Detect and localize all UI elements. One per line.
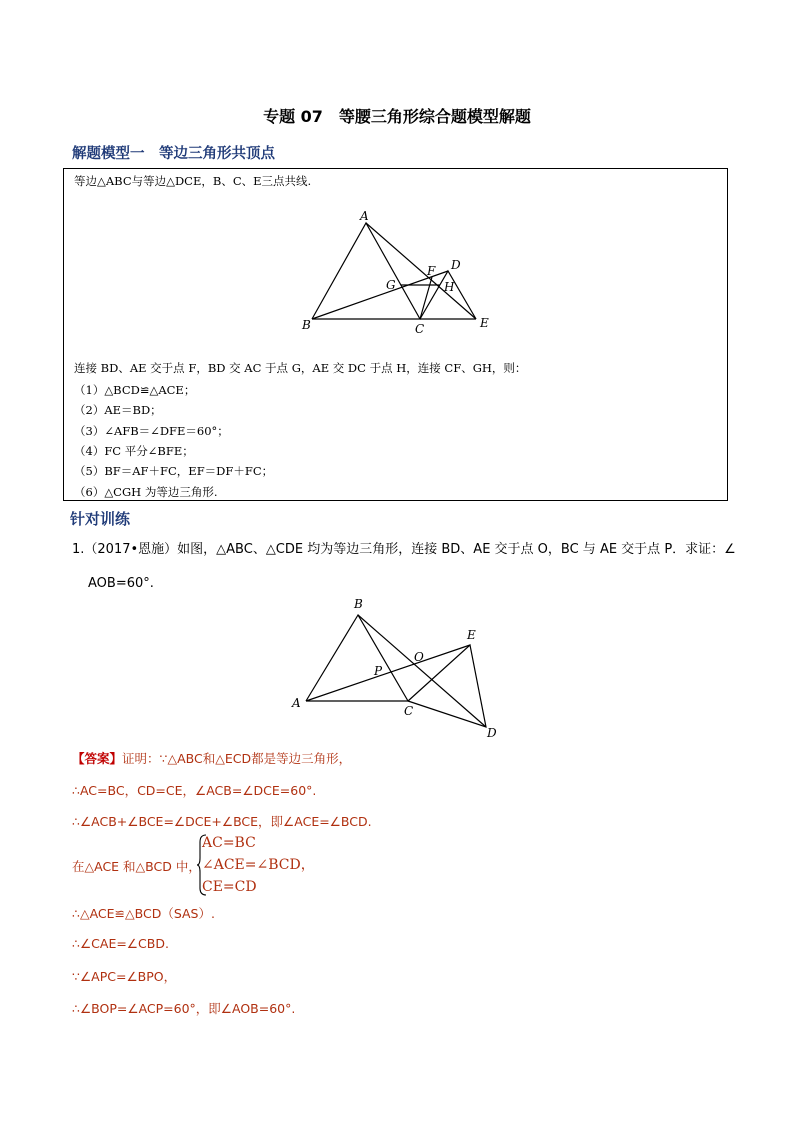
triangle-abc: [306, 615, 408, 701]
model-connect: 连接 BD、AE 交于点 F，BD 交 AC 于点 G，AE 交 DC 于点 H，连接 CF、GH，则：: [74, 361, 527, 375]
brace-line: ∠ACE=∠BCD，: [202, 857, 315, 873]
triangle-abc: [312, 223, 420, 319]
model-item: （3）∠AFB＝∠DFE＝60°；: [74, 424, 229, 438]
label-a: A: [360, 209, 369, 223]
label-e: E: [480, 316, 489, 330]
label-f: F: [427, 264, 436, 278]
question-line-1: 1.（2017•恩施）如图，△ABC、△CDE 均为等边三角形，连接 BD、AE 交于点 O，BC 与 AE 交于点 P．求证：∠: [72, 542, 736, 557]
label-b: B: [302, 318, 311, 332]
brace-line: CE=CD: [202, 879, 257, 895]
answer-label: 【答案】: [72, 751, 123, 766]
label-g: G: [386, 278, 396, 292]
answer-line-3: ∴∠ACB+∠BCE=∠DCE+∠BCE，即∠ACE=∠BCD.: [72, 814, 372, 829]
brace-line: AC=BC: [202, 835, 256, 851]
label-c: C: [415, 322, 425, 335]
figure-question: [290, 593, 510, 741]
model-item: （5）BF＝AF＋FC，EF＝DF＋FC；: [74, 464, 274, 478]
answer-line-5: ∴△ACE≌△BCD（SAS）.: [72, 906, 215, 921]
figure-equilateral-triangles: [296, 205, 506, 335]
answer-line-8: ∴∠BOP=∠ACP=60°，即∠AOB=60°.: [72, 1001, 296, 1016]
label-a: A: [292, 696, 301, 710]
practice-title: 针对训练: [70, 510, 131, 528]
label-d: D: [487, 726, 497, 740]
model-item: （6）△CGH 为等边三角形.: [74, 485, 218, 499]
answer-line-6: ∴∠CAE=∠CBD.: [72, 936, 169, 951]
label-e: E: [467, 628, 476, 642]
label-b: B: [354, 597, 363, 611]
segment-cf: [420, 277, 432, 319]
section-title: 解题模型一 等边三角形共顶点: [72, 146, 275, 162]
model-item: （4）FC 平分∠BFE；: [74, 444, 194, 458]
label-o: O: [414, 650, 424, 664]
label-c: C: [404, 704, 414, 718]
model-intro: 等边△ABC与等边△DCE，B、C、E三点共线.: [74, 174, 312, 188]
answer-text: 证明：∵△ABC和△ECD都是等边三角形，: [122, 751, 352, 766]
answer-line-2: ∴AC=BC，CD=CE，∠ACB=∠DCE=60°.: [72, 783, 317, 798]
model-item: （2）AE＝BD；: [74, 403, 162, 417]
question-line-2: AOB=60°.: [88, 576, 154, 591]
model-item: （1）△BCD≌△ACE；: [74, 383, 196, 397]
answer-line-4: 在△ACE 和△BCD 中，: [72, 859, 201, 874]
segment-bd: [312, 271, 448, 319]
segment-ae: [306, 645, 470, 701]
label-p: P: [374, 664, 383, 678]
page-title: 专题 07 等腰三角形综合题模型解题: [263, 107, 531, 126]
brace-conditions: [202, 832, 315, 898]
answer-line-1: [72, 749, 351, 767]
label-d: D: [451, 258, 461, 272]
label-h: H: [444, 280, 455, 294]
answer-line-7: ∵∠APC=∠BPO，: [72, 969, 177, 984]
